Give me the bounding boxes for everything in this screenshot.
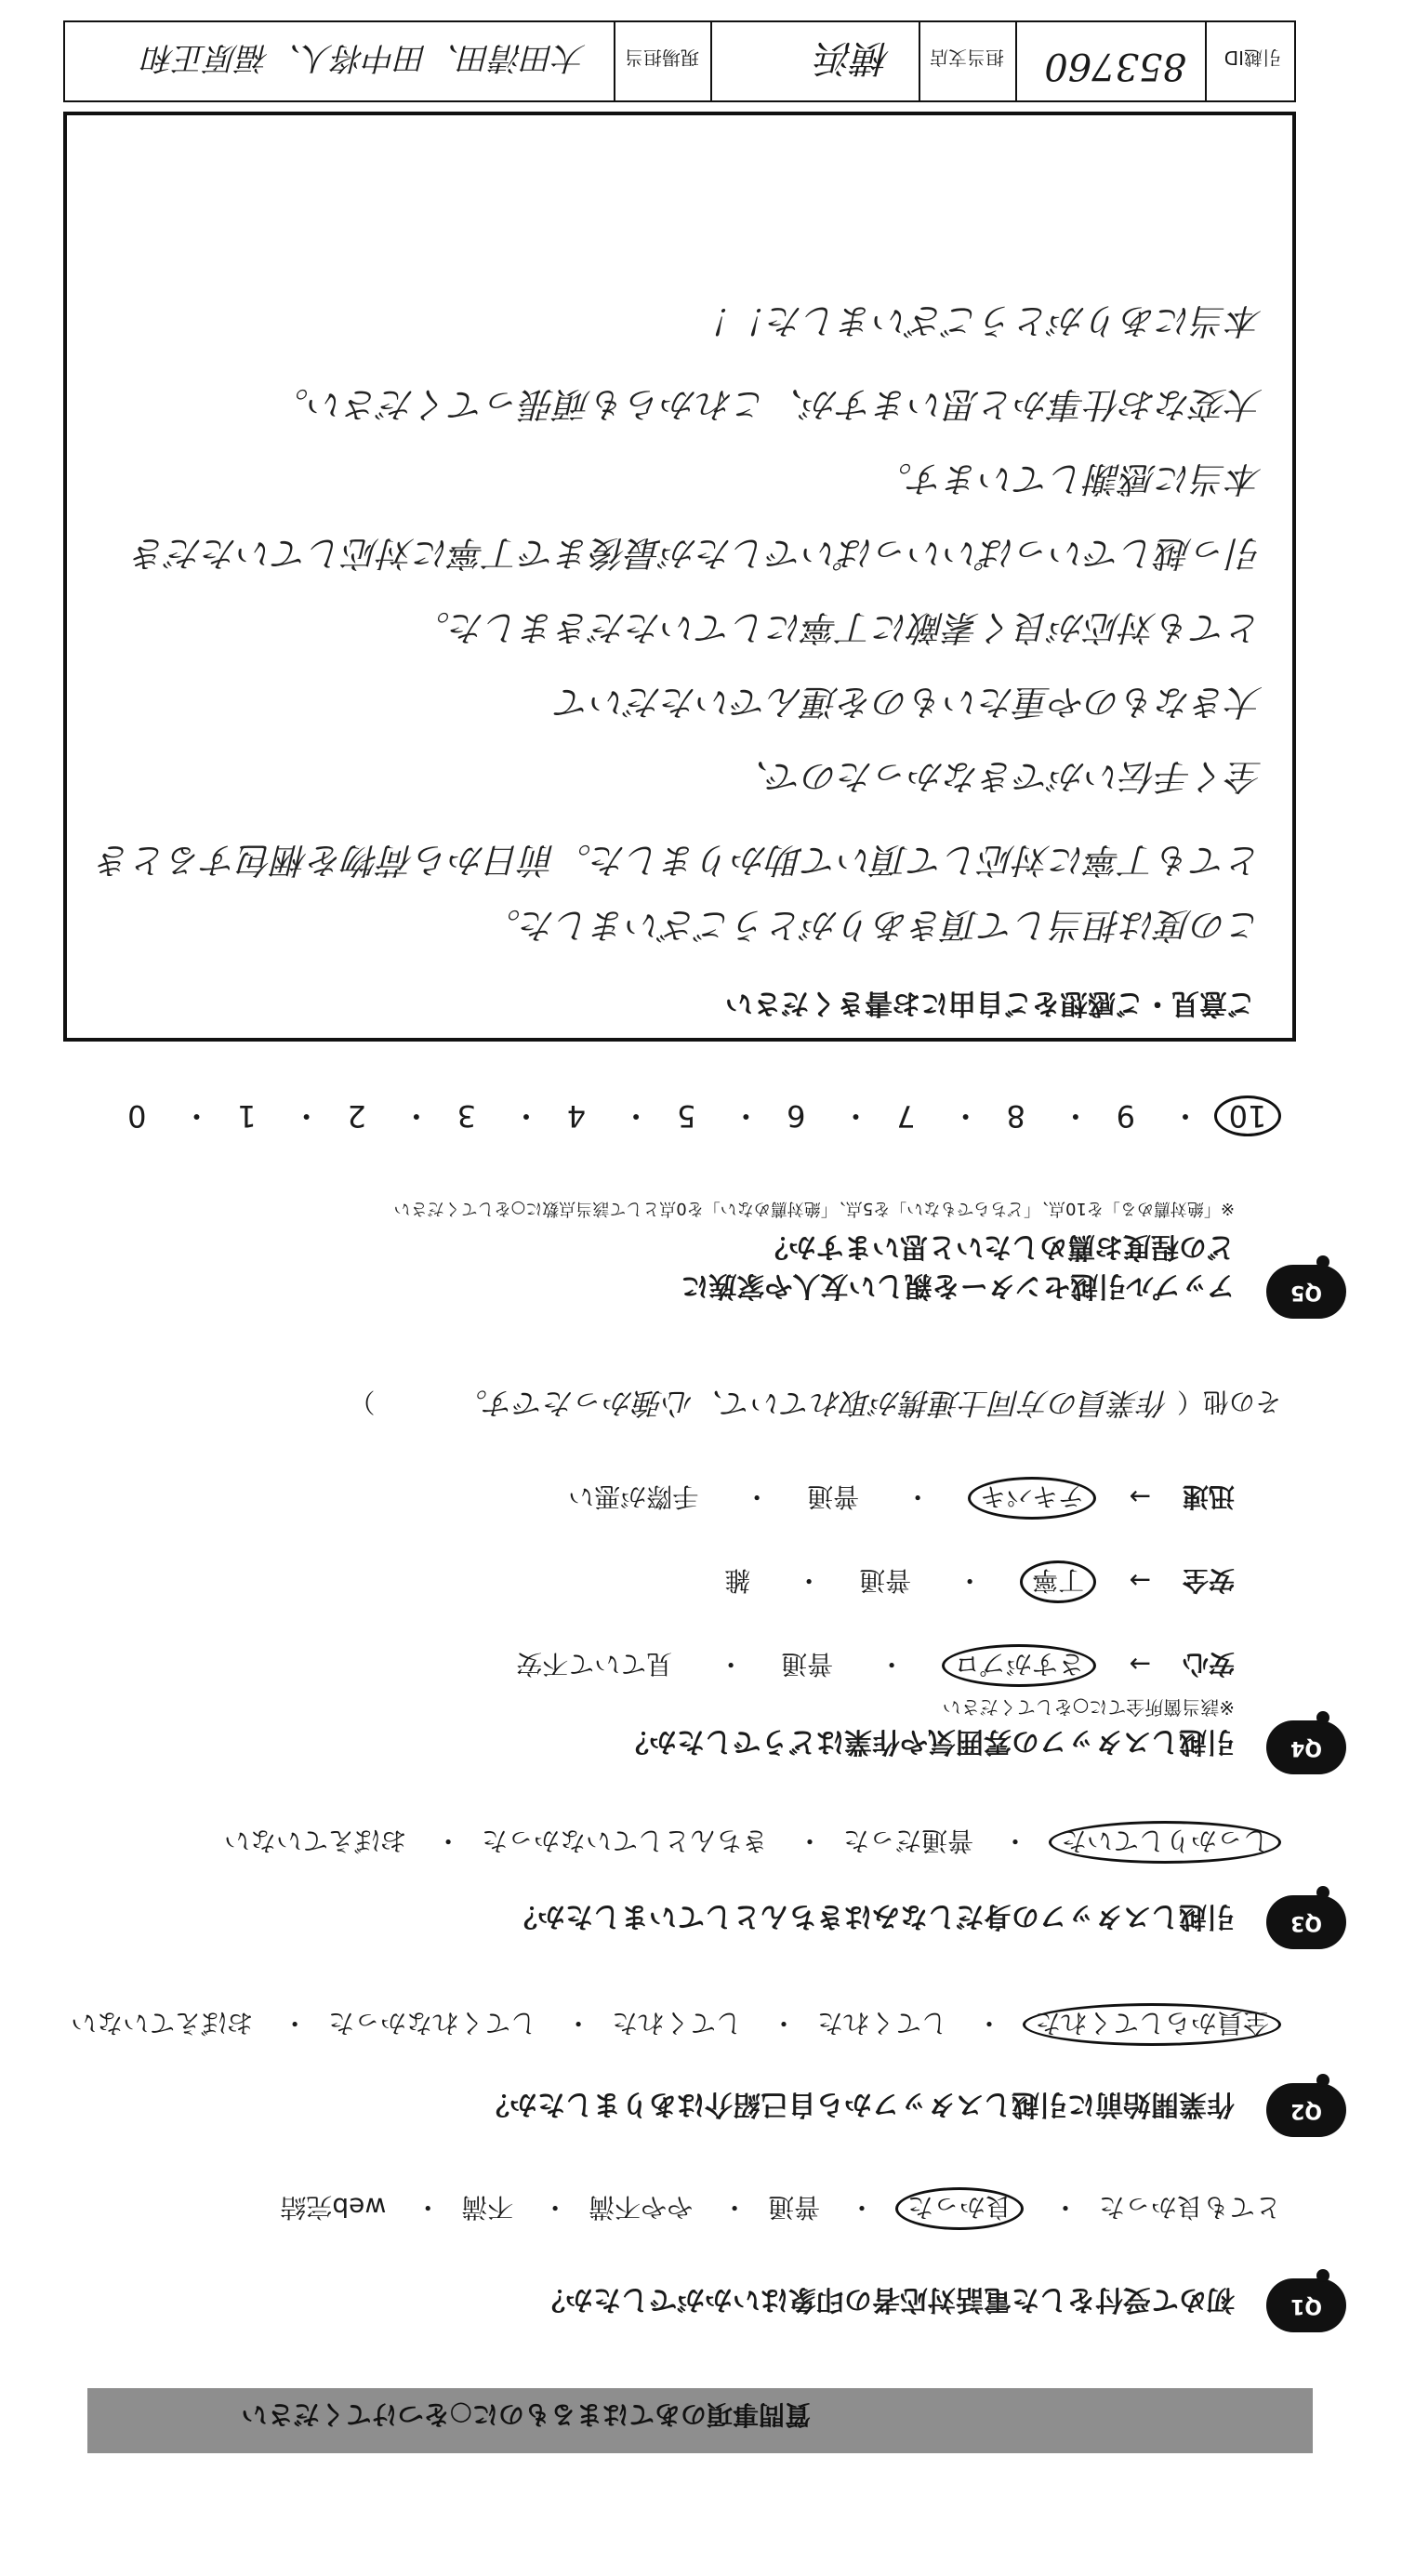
scale-option[interactable]: 9 [1116, 1098, 1136, 1134]
option[interactable]: してくれなかった [328, 2008, 537, 2038]
other-close: ） [349, 1387, 376, 1417]
option-selected[interactable]: しっかりしていた [1049, 1821, 1281, 1864]
question-4-row-anzen: 安全→ 丁寧・ 普通・ 雑 [724, 1560, 1235, 1603]
id-label-cell [1205, 22, 1294, 100]
arrow-icon: → [1129, 1565, 1151, 1596]
option[interactable]: 普通だった [843, 1826, 974, 1856]
question-4-note: ※該当箇所全てに○をしてください [942, 1696, 1235, 1719]
comment-line: とても丁寧に対応して頂いて助かりました。前日から荷物を梱包するとき [96, 840, 1263, 881]
id-value-cell [1015, 22, 1205, 100]
comment-line: 大変なお仕事かと思いますが、これからも頑張ってください。 [272, 384, 1263, 425]
other-answer[interactable]: 作業員の方同士連携が取れていて、心強かったです。 [457, 1386, 1170, 1421]
question-bubble-icon: Q1 [1266, 2278, 1346, 2332]
branch-label: 担当支店 [930, 46, 1004, 69]
scale-option[interactable]: 1 [237, 1098, 257, 1134]
option[interactable]: 普通 [807, 1481, 860, 1512]
row-label: 安心 [1182, 1649, 1235, 1680]
question-2-text: 作業開始前に引越しスタッフから自己紹介はありましたか？ [482, 2088, 1235, 2120]
question-2-options: 全員からしてくれた・ してくれた・ してくれた・ してくれなかった・ おぼえていない [71, 2003, 1281, 2046]
option[interactable]: 普通 [768, 2192, 821, 2223]
leader-value-cell [65, 22, 614, 100]
question-4-row-anshin: 安心→ さすがプロ・ 普通・ 見ていて不安 [516, 1644, 1235, 1687]
question-3-options: しっかりしていた・ 普通だった・ きちんとしていなかった・ おぼえていない [224, 1821, 1281, 1864]
question-5-text-line1: アップル引越センターを親しい友人や家族に [681, 1269, 1235, 1302]
option[interactable]: してくれた [817, 2008, 948, 2038]
branch-label-cell [919, 22, 1015, 100]
scale-option-selected[interactable]: 10 [1214, 1095, 1281, 1136]
footer-table [63, 20, 1296, 102]
arrow-icon: → [1129, 1481, 1151, 1512]
recommend-scale: 10・ 9・ 8・ 7・ 6・ 5・ 4・ 3・ 2・ 1・ 0 [115, 1095, 1281, 1139]
arrow-icon: → [1129, 1649, 1151, 1680]
scale-option[interactable]: 0 [127, 1098, 147, 1134]
question-4-row-jinsoku: 迅速→ テキパキ・ 普通・ 手際が悪い [568, 1477, 1235, 1520]
id-label: 引越ID [1223, 46, 1281, 69]
instruction-band [87, 2388, 1313, 2453]
option-selected[interactable]: 丁寧 [1020, 1560, 1096, 1603]
comment-line: 本当にありがとうございました！！ [696, 300, 1263, 341]
leader-label-cell [614, 22, 710, 100]
option-selected[interactable]: テキパキ [968, 1477, 1096, 1520]
comment-line: 全く手伝いができなかったので、 [733, 756, 1263, 797]
comment-line: 引っ越しでいっぱいいっぱいでしたが最後まで丁寧に対応していただき [131, 533, 1263, 574]
comment-box [63, 112, 1296, 1042]
option[interactable]: やや不満 [589, 2192, 694, 2223]
option-selected[interactable]: さすがプロ [942, 1644, 1096, 1687]
scale-option[interactable]: 7 [896, 1098, 916, 1134]
option[interactable]: web完結 [280, 2192, 387, 2223]
instruction-text: 質問事項のあてはまるものに○をつけてください [241, 2399, 811, 2430]
comment-line: 大きなものや重たいものを運んでいただいて [555, 682, 1263, 723]
option[interactable]: きちんとしていなかった [482, 1826, 769, 1856]
question-3-text: 引越しスタッフの身だしなみはきちんとしていましたか？ [509, 1900, 1235, 1932]
leader-label: 現場担当 [625, 46, 699, 69]
option[interactable]: 普通 [781, 1649, 834, 1680]
option[interactable]: 不満 [461, 2192, 514, 2223]
option[interactable]: してくれた [612, 2008, 743, 2038]
option[interactable]: 普通 [859, 1565, 912, 1596]
option[interactable]: おぼえていない [71, 2008, 254, 2038]
option[interactable]: 手際が悪い [568, 1481, 699, 1512]
id-value: 853760 [1044, 45, 1186, 87]
branch-value: 横浜 [816, 36, 891, 79]
option[interactable]: 見ていて不安 [516, 1649, 673, 1680]
question-bubble-icon: Q2 [1266, 2083, 1346, 2137]
question-4-text: 引越しスタッフの雰囲気や作業はどうでしたか？ [621, 1725, 1235, 1758]
question-4-other [349, 1384, 1281, 1427]
other-label: その他（ [1176, 1387, 1281, 1417]
row-label: 安全 [1182, 1565, 1235, 1596]
comment-line: この度は担当して頂きありがとうございました。 [484, 905, 1263, 946]
question-1-text: 初めて受付をした電話対応者の印象はいかがでしたか？ [537, 2283, 1235, 2316]
question-1-options: とても良かった・ 良かった・ 普通・ やや不満・ 不満・ web完結 [280, 2187, 1281, 2230]
question-5-note: ※「絶対薦める」を10点、「どちらでもない」を5点、「絶対薦めない」を0点として該当点数に○をしてください [393, 1199, 1235, 1218]
comment-line: とても対応が良く素敵に丁寧にしていただきました。 [414, 607, 1263, 648]
scale-option[interactable]: 6 [787, 1098, 806, 1134]
leader-value: 大田清田、田中将人、福原正和 [143, 39, 586, 76]
scale-option[interactable]: 8 [1006, 1098, 1025, 1134]
option[interactable]: とても良かった [1098, 2192, 1281, 2223]
question-bubble-icon: Q5 [1266, 1265, 1346, 1319]
comment-line: 本当に感謝しています。 [877, 458, 1263, 499]
option-selected[interactable]: 良かった [895, 2187, 1024, 2230]
scale-option[interactable]: 5 [676, 1098, 696, 1134]
scale-option[interactable]: 3 [456, 1098, 476, 1134]
scale-option[interactable]: 4 [566, 1098, 587, 1134]
branch-value-cell [710, 22, 919, 100]
option[interactable]: おぼえていない [224, 1826, 407, 1856]
option-selected[interactable]: 全員からしてくれた [1023, 2003, 1281, 2046]
question-bubble-icon: Q4 [1266, 1720, 1346, 1774]
question-bubble-icon: Q3 [1266, 1895, 1346, 1949]
question-5-text-line2: どの程度お薦めしたいと思いますか？ [761, 1230, 1235, 1263]
scale-option[interactable]: 2 [347, 1098, 366, 1134]
option[interactable]: 雑 [724, 1565, 751, 1596]
comment-heading: ご意見・ご感想をご自由にお書きください [725, 987, 1255, 1019]
row-label: 迅速 [1182, 1481, 1235, 1512]
